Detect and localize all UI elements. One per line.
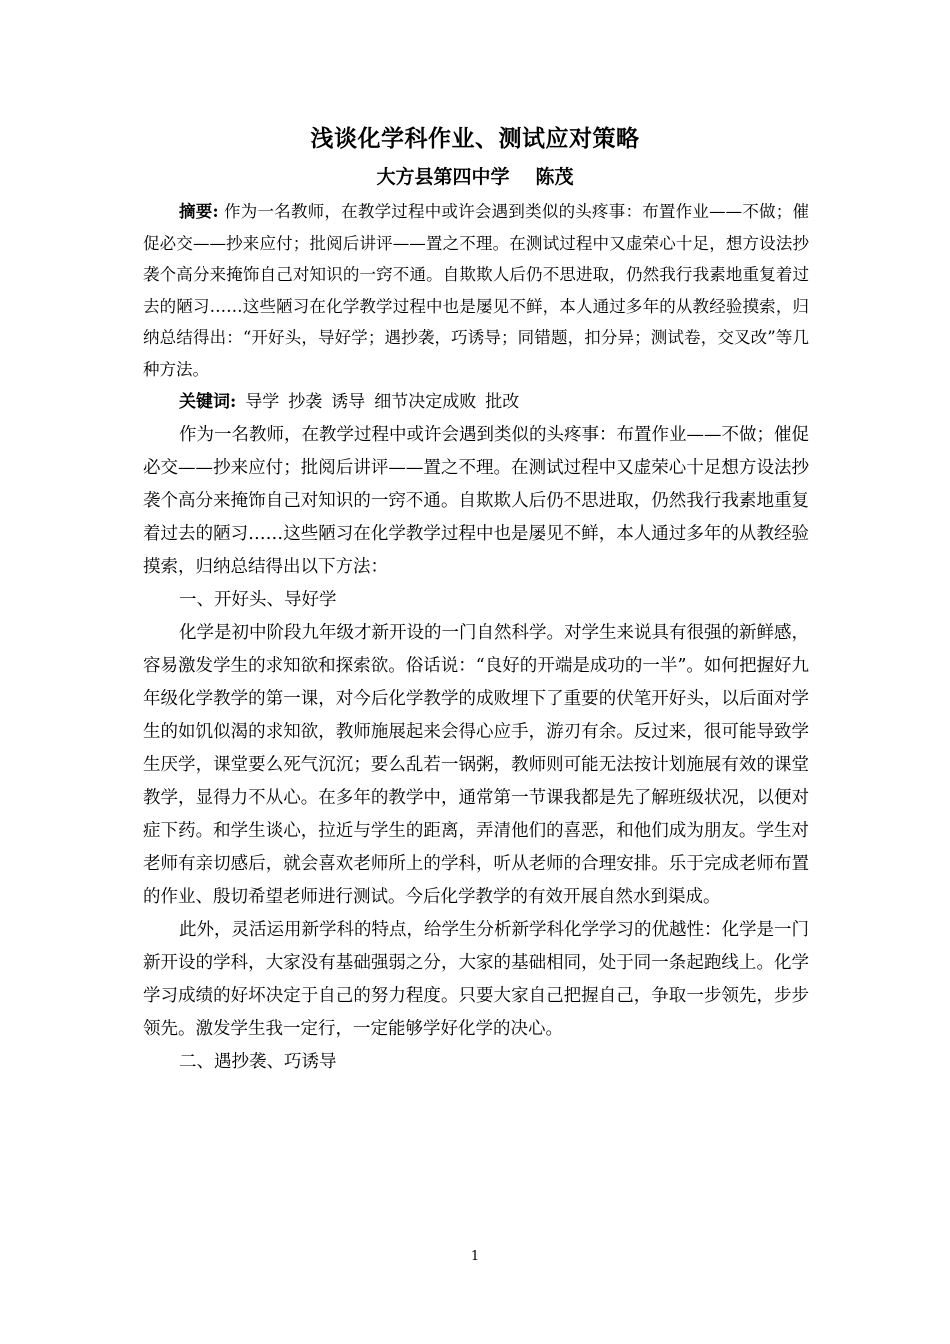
abstract-label: 摘要: [179, 202, 219, 221]
intro-paragraph: 作为一名教师，在教学过程中或许会遇到类似的头疼事：布置作业——不做；催促必交——抄来应付；批阅后讲评——置之不理。在测试过程中又虚荣心十足想方设法抄袭个高分来掩饰自己对知识的一窍不通。自欺欺人后仍不思进取，仍然我行我素地重复着过去的陋习……这些陋习在化学教学过程中也是屡见不鲜，本人通过多年的从教经验摸索，归纳总结得出以下方法： [143, 425, 809, 577]
keyword: 诱导 [331, 392, 366, 412]
author-name: 陈茂 [535, 166, 574, 188]
body-paragraph-1: 化学是初中阶段九年级才新开设的一门自然科学。对学生来说具有很强的新鲜感，容易激发学生的求知欲和探索欲。俗话说：“良好的开端是成功的一半”。如何把握好九年级化学教学的第一课，对今后化学教学的成败埋下了重要的伏笔开好头，以后面对学生的如饥似渴的求知欲，教师施展起来会得心应手，游刃有余。反过来，很可能导致学生厌学，课堂要么死气沉沉；要么乱若一锅粥，教师则可能无法按计划施展有效的课堂教学，显得力不从心。在多年的教学中，通常第一节课我都是先了解班级状况，以便对症下药。和学生谈心，拉近与学生的距离，弄清他们的喜恶，和他们成为朋友。学生对老师有亲切感后，就会喜欢老师所上的学科，听从老师的合理安排。乐于完成老师布置的作业、殷切希望老师进行测试。今后化学教学的有效开展自然水到渠成。 [143, 623, 809, 907]
section-heading-1: 一、开好头、导好学 [179, 590, 337, 610]
body-paragraph-2: 此外，灵活运用新学科的特点，给学生分析新学科化学学习的优越性：化学是一门新开设的学科，大家没有基础强弱之分，大家的基础相同，处于同一条起跑线上。化学学习成绩的好坏决定于自己的努力程度。只要大家自己把握自己，争取一步领先，步步领先。激发学生我一定行，一定能够学好化学的决心。 [143, 920, 809, 1039]
abstract-text: 作为一名教师，在教学过程中或许会遇到类似的头疼事：布置作业——不做；催促必交——抄来应付；批阅后讲评——置之不理。在测试过程中又虚荣心十足，想方设法抄袭个高分来掩饰自己对知识的一窍不通。自欺欺人后仍不思进取，仍然我行我素地重复着过去的陋习……这些陋习在化学教学过程中也是屡见不鲜，本人通过多年的从教经验摸索，归纳总结得出：“开好头，导好学；遇抄袭，巧诱导；同错题，扣分异；测试卷，交叉改”等几种方法。 [143, 202, 810, 379]
author-school: 大方县第四中学 [376, 166, 510, 188]
keyword: 细节决定成败 [374, 392, 477, 412]
keyword: 批改 [485, 392, 520, 412]
section-heading-2: 二、遇抄袭、巧诱导 [179, 1052, 337, 1072]
abstract [143, 196, 809, 385]
keyword: 导学 [245, 392, 280, 412]
page-number: 1 [470, 1249, 480, 1264]
keywords [143, 386, 809, 419]
keyword: 抄袭 [288, 392, 323, 412]
document-body [143, 196, 809, 1079]
keywords-label: 关键词: [179, 392, 237, 412]
author-line [0, 162, 950, 189]
document-title: 浅谈化学科作业、测试应对策略 [310, 125, 640, 152]
